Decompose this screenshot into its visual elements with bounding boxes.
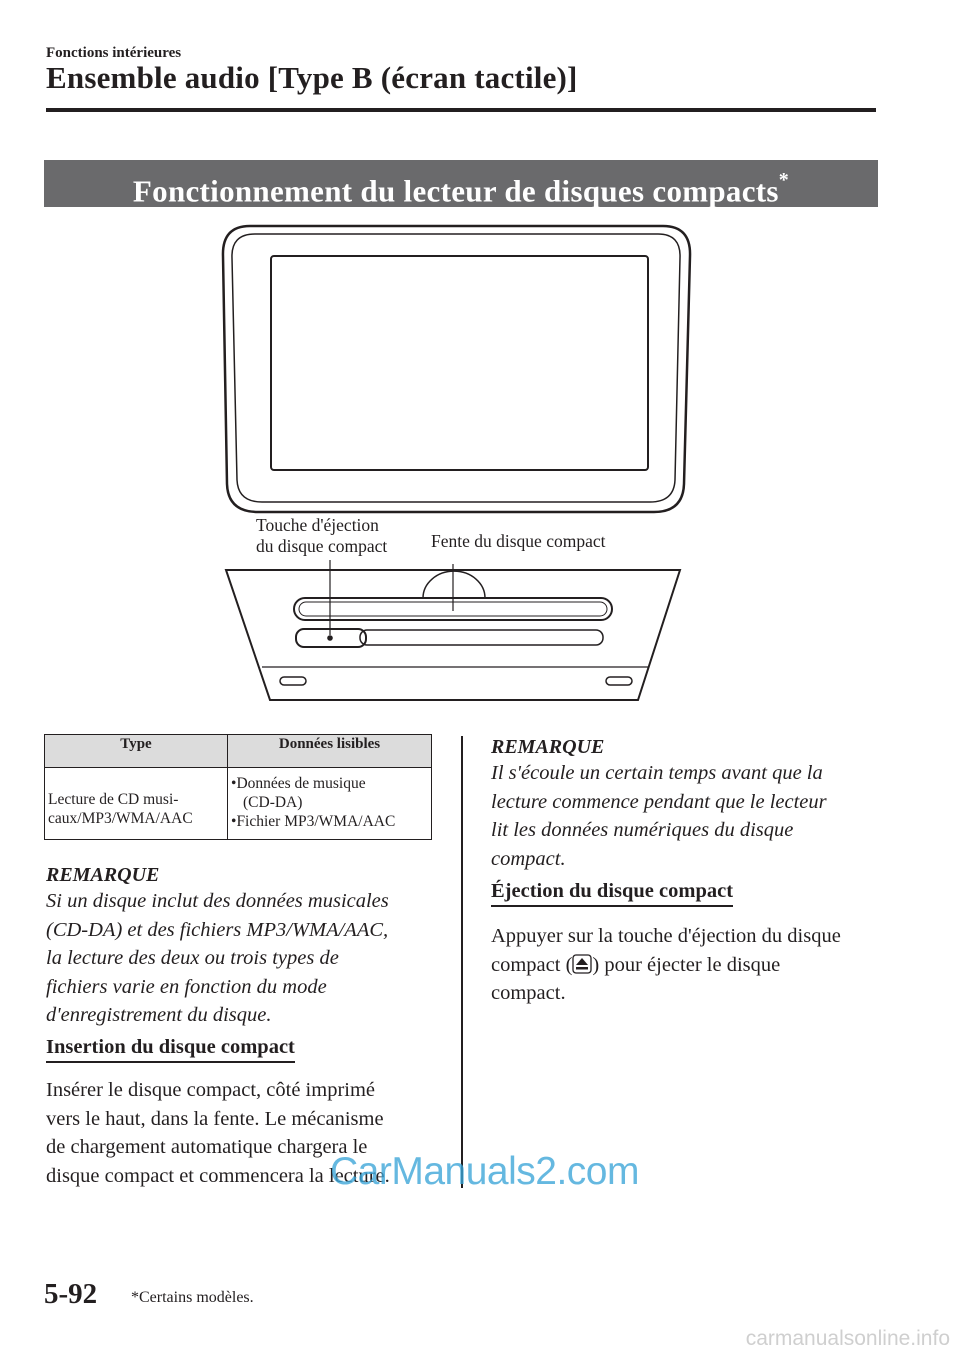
data-item-music: •Données de musique xyxy=(231,775,366,792)
note-left-line: Si un disque inclut des données musicales xyxy=(46,890,389,912)
ejection-line: compact ( ) pour éjecter le disque xyxy=(491,953,781,976)
data-item-files: •Fichier MP3/WMA/AAC xyxy=(231,813,396,830)
note-left-title: REMARQUE xyxy=(46,864,160,886)
table-row xyxy=(45,768,432,840)
table-header-row xyxy=(45,735,432,768)
page-title: Ensemble audio [Type B (écran tactile)] xyxy=(46,60,578,95)
insertion-section xyxy=(46,1036,295,1063)
eject-callout-line2: du disque compact xyxy=(256,536,388,556)
page-number: 5-92 xyxy=(44,1278,98,1310)
eject-button-callout xyxy=(256,515,387,557)
table-cell-data xyxy=(228,768,432,840)
note-right xyxy=(491,736,891,873)
eject-callout-line1: Touche d'éjection xyxy=(256,515,379,535)
banner-asterisk: * xyxy=(778,169,790,191)
note-left-line: d'enregistrement du disque. xyxy=(46,1004,272,1026)
insertion-line: de chargement automatique chargera le xyxy=(46,1136,368,1158)
note-left-line: (CD-DA) et des fichiers MP3/WMA/AAC, xyxy=(46,918,389,941)
readable-data-table xyxy=(44,734,432,840)
note-left-line: fichiers varie en fonction du mode xyxy=(46,975,327,998)
slot-callout: Fente du disque compact xyxy=(431,531,606,551)
note-right-line: compact. xyxy=(491,847,566,870)
ejection-heading: Éjection du disque compact xyxy=(491,880,733,907)
ejection-line: Appuyer sur la touche d'éjection du disque xyxy=(491,925,841,947)
table-header-data: Données lisibles xyxy=(228,735,432,768)
ejection-line: compact. xyxy=(491,982,566,1004)
section-banner xyxy=(44,160,878,207)
footnote: *Certains modèles. xyxy=(131,1289,254,1306)
table-cell-type xyxy=(45,768,228,840)
note-right-line: lecture commence pendant que le lecteur xyxy=(491,790,827,813)
ejection-body xyxy=(491,922,901,1008)
note-right-title: REMARQUE xyxy=(491,736,605,758)
title-rule xyxy=(46,108,876,112)
table-header-type: Type xyxy=(45,735,228,768)
section-label: Fonctions intérieures xyxy=(46,45,182,61)
banner-title: Fonctionnement du lecteur de disques compacts xyxy=(132,173,779,209)
insertion-line: vers le haut, dans la fente. Le mécanisme xyxy=(46,1107,384,1130)
note-right-line: Il s'écoule un certain temps avant que la xyxy=(491,762,823,784)
watermark-secondary: carmanualsonline.info xyxy=(745,1327,950,1350)
insertion-line: Insérer le disque compact, côté imprimé xyxy=(46,1079,376,1101)
note-left-line: la lecture des deux ou trois types de xyxy=(46,947,339,969)
data-item-music-sub: (CD-DA) xyxy=(243,794,303,811)
note-right-line: lit les données numériques du disque xyxy=(491,819,794,841)
type-line2: caux/MP3/WMA/AAC xyxy=(48,810,193,827)
display-screen-drawing xyxy=(223,226,690,512)
insertion-heading: Insertion du disque compact xyxy=(46,1036,295,1063)
ejection-section xyxy=(491,880,733,907)
note-left xyxy=(46,864,446,1030)
watermark-primary: CarManuals2.com xyxy=(330,1150,639,1193)
eject-icon xyxy=(572,954,592,974)
type-line1: Lecture de CD musi- xyxy=(48,791,179,808)
cd-player-illustration xyxy=(220,222,700,712)
insertion-line: disque compact et commencera la lecture. xyxy=(46,1164,390,1187)
column-divider xyxy=(461,736,463,1188)
